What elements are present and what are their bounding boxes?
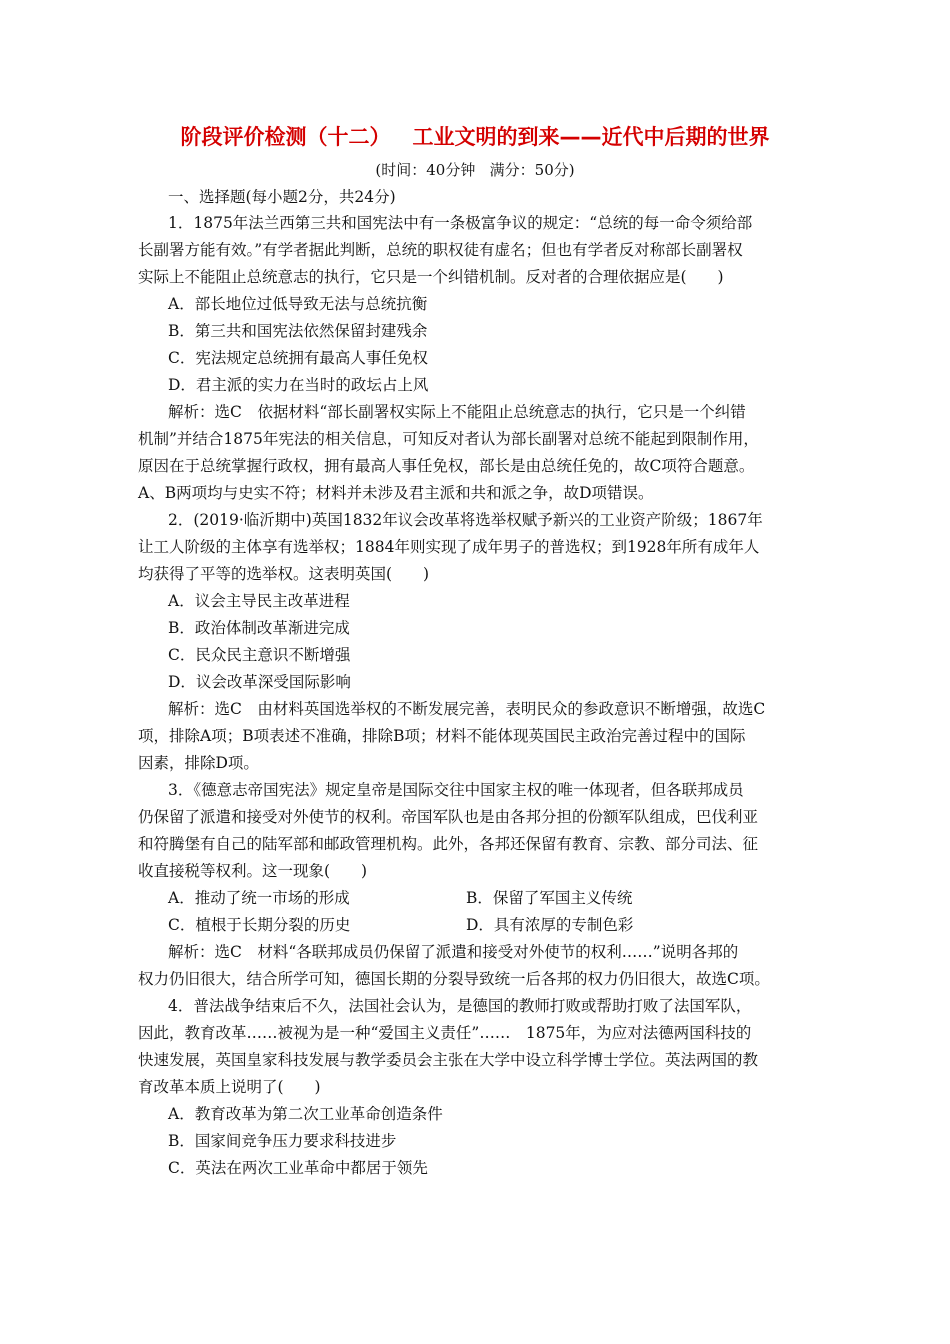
q2-stem-line: 均获得了平等的选举权。这表明英国( ) (138, 565, 430, 583)
q2-analysis-line: 项，排除A项；B项表述不准确，排除B项；材料不能体现英国民主政治完善过程中的国际 (138, 727, 746, 745)
q3-stem-line: 仍保留了派遣和接受对外使节的权利。帝国军队也是由各邦分担的份额军队组成，巴伐利亚 (138, 808, 759, 826)
q1-analysis-line: 原因在于总统掌握行政权，拥有最高人事任免权，部长是由总统任免的，故C项符合题意。 (138, 457, 755, 475)
q1-stem-line: 长副署方能有效。”有学者据此判断，总统的职权徒有虚名；但也有学者反对称部长副署权 (138, 241, 743, 259)
q3-option-a: A．推动了统一市场的形成 (168, 889, 350, 907)
q3-analysis-line: 解析：选C 材料“各联邦成员仍保留了派遣和接受对外使节的权利……”说明各邦的 (168, 943, 739, 961)
exam-info: (时间：40分钟 满分：50分) (375, 161, 575, 179)
q2-stem-line: 2．(2019·临沂期中)英国1832年议会改革将选举权赋予新兴的工业资产阶级；1867年 (168, 511, 763, 529)
q2-option-b: B．政治体制改革渐进完成 (168, 619, 350, 637)
q1-stem-line: 实际上不能阻止总统意志的执行，它只是一个纠错机制。反对者的合理依据应是( ) (138, 268, 724, 286)
section-heading: 一、选择题(每小题2分，共24分) (168, 188, 396, 206)
q3-stem-line: 3．《德意志帝国宪法》规定皇帝是国际交往中国家主权的唯一体现者，但各联邦成员 (168, 781, 744, 799)
q3-option-b: B．保留了军国主义传统 (466, 889, 633, 907)
q2-analysis-line: 因素，排除D项。 (138, 754, 259, 772)
q3-stem-line: 收直接税等权利。这一现象( ) (138, 862, 368, 880)
q1-option-c: C．宪法规定总统拥有最高人事任免权 (168, 349, 428, 367)
q1-option-d: D．君主派的实力在当时的政坛占上风 (168, 376, 429, 394)
q4-stem-line: 因此，教育改革……被视为是一种“爱国主义责任”…… 1875年，为应对法德两国科技的 (138, 1024, 752, 1042)
q2-option-c: C．民众民主意识不断增强 (168, 646, 351, 664)
q1-analysis-line: 机制”并结合1875年宪法的相关信息，可知反对者认为部长副署对总统不能起到限制作用， (138, 430, 759, 448)
q3-option-c: C．植根于长期分裂的历史 (168, 916, 351, 934)
q4-option-b: B．国家间竞争压力要求科技进步 (168, 1132, 397, 1150)
q4-stem-line: 快速发展，英国皇家科技发展与教学委员会主张在大学中设立科学博士学位。英法两国的教 (138, 1051, 759, 1069)
q2-analysis-line: 解析：选C 由材料英国选举权的不断发展完善，表明民众的参政意识不断增强，故选C (168, 700, 766, 718)
q1-analysis-line: 解析：选C 依据材料“部长副署权实际上不能阻止总统意志的执行，它只是一个纠错 (168, 403, 746, 421)
q3-option-d: D．具有浓厚的专制色彩 (466, 916, 634, 934)
q1-analysis-line: A、B两项均与史实不符；材料并未涉及君主派和共和派之争，故D项错误。 (138, 484, 654, 502)
q2-option-a: A．议会主导民主改革进程 (168, 592, 350, 610)
q4-option-c: C．英法在两次工业革命中都居于领先 (168, 1159, 428, 1177)
q1-option-a: A．部长地位过低导致无法与总统抗衡 (168, 295, 428, 313)
q2-option-d: D．议会改革深受国际影响 (168, 673, 351, 691)
q2-stem-line: 让工人阶级的主体享有选举权；1884年则实现了成年男子的普选权；到1928年所有成年人 (138, 538, 760, 556)
q3-analysis-line: 权力仍旧很大，结合所学可知，德国长期的分裂导致统一后各邦的权力仍旧很大，故选C项。 (138, 970, 770, 988)
q1-stem-line: 1．1875年法兰西第三共和国宪法中有一条极富争议的规定：“总统的每一命令须给部 (168, 214, 753, 232)
q4-option-a: A．教育改革为第二次工业革命创造条件 (168, 1105, 443, 1123)
q1-option-b: B．第三共和国宪法依然保留封建残余 (168, 322, 428, 340)
page-title: 阶段评价检测（十二） 工业文明的到来——近代中后期的世界 (180, 125, 770, 149)
q4-stem-line: 4．普法战争结束后不久，法国社会认为，是德国的教师打败或帮助打败了法国军队， (168, 997, 752, 1015)
q4-stem-line: 育改革本质上说明了( ) (138, 1078, 321, 1096)
q3-stem-line: 和符腾堡有自己的陆军部和邮政管理机构。此外，各邦还保留有教育、宗教、部分司法、征 (138, 835, 759, 853)
